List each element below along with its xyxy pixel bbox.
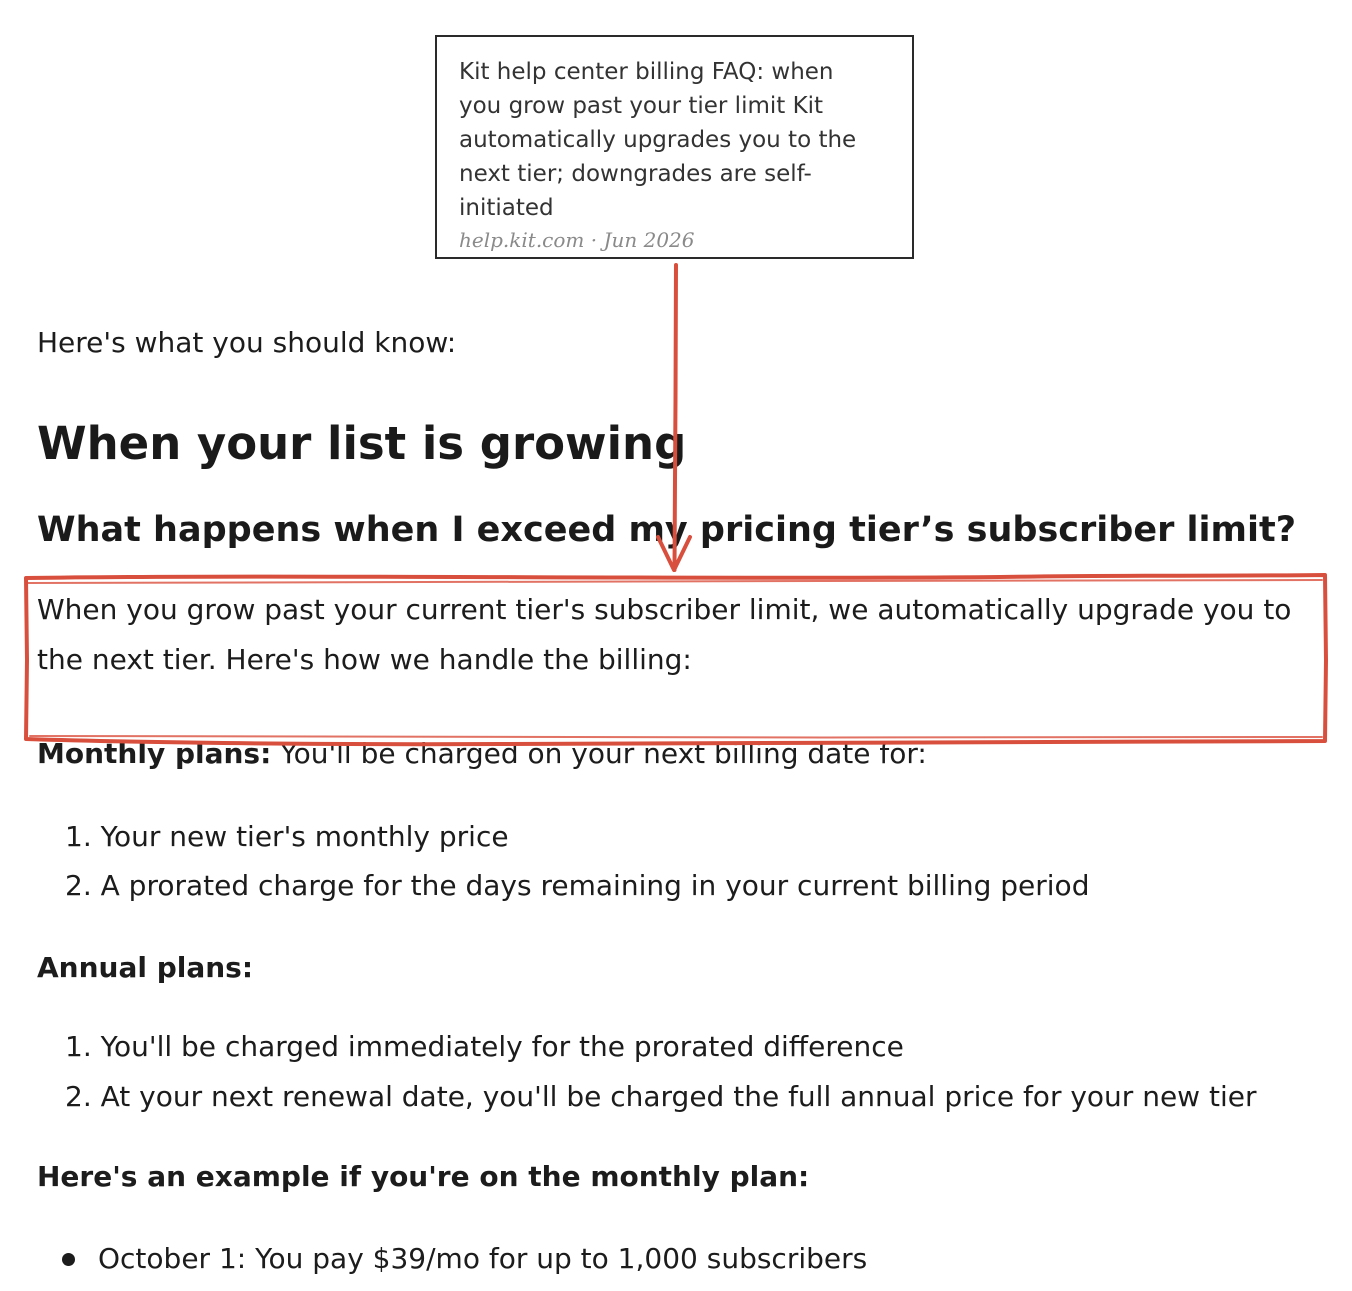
list-item [65,1027,904,1067]
list-number: 1. [65,820,92,853]
list-item-text: Your new tier's monthly price [91,820,509,853]
monthly-plans-text: You'll be charged on your next billing date for: [271,737,927,770]
intro-text: Here's what you should know: [37,326,457,359]
list-number: 2. [65,869,92,902]
bullet-item-text: October 1: You pay $39/mo for up to 1,000 subscribers [98,1242,868,1275]
list-item-text: At your next renewal date, you'll be charged the full annual price for your new tier [91,1080,1257,1113]
callout-text: Kit help center billing FAQ: when you grow past your tier limit Kit automatically upgrades you to the next tier; downgrades are self-initiated [459,59,857,221]
question-heading: What happens when I exceed my pricing tier’s subscriber limit? [37,510,1297,550]
monthly-plans-line [37,734,927,774]
list-number: 2. [65,1080,92,1113]
list-item-text: You'll be charged immediately for the prorated difference [91,1030,904,1063]
list-item [65,866,1089,906]
section-heading: When your list is growing [37,417,687,470]
highlighted-paragraph: When you grow past your current tier's subscriber limit, we automatically upgrade you to the next tier. Here's how we handle the billing: [37,593,1292,676]
annual-plans-label: Annual plans: [37,951,254,984]
source-callout [435,35,914,259]
list-item [65,817,509,857]
callout-source: help.kit.com · Jun 2026 [459,228,695,252]
list-item [65,1077,1256,1117]
bullet-icon [62,1253,75,1266]
list-item-text: A prorated charge for the days remaining in your current billing period [91,869,1090,902]
monthly-plans-label: Monthly plans: [37,737,272,770]
list-number: 1. [65,1030,92,1063]
example-label: Here's an example if you're on the monthly plan: [37,1160,810,1193]
